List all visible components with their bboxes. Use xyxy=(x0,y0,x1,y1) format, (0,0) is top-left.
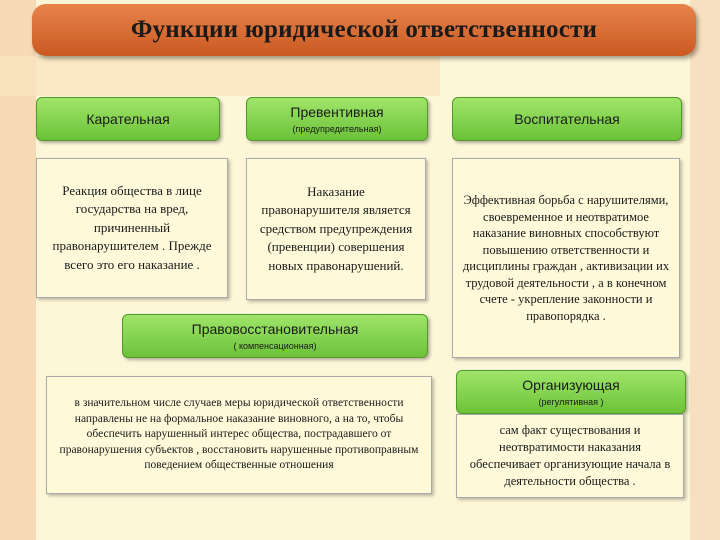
box-restorative-text: в значительном числе случаев меры юридической ответственности направлены не на формальное наказание виновного, а на то, чтобы обеспечить нарушенный интерес общества, пострадавшего от правонарушения субъектов , восстановить нарушенные противоправным поведением общественные отношения xyxy=(59,397,419,472)
box-restorative xyxy=(46,376,432,494)
title-banner xyxy=(32,4,696,56)
header-restorative xyxy=(122,314,428,358)
box-organizing xyxy=(456,414,684,498)
box-punitive-text: Реакция общества в лице государства на вред, причиненный правонарушителем . Прежде всего это его наказание . xyxy=(52,182,212,272)
header-organizing-sub: (регулятивная ) xyxy=(538,396,604,407)
header-preventive-label: Превентивная xyxy=(290,103,384,120)
header-preventive xyxy=(246,97,428,141)
box-educational-text: Эффективная борьба с нарушителями, своевременное и неотвратимое наказание виновных способствуют повышению ответственности и дисциплины граждан , активизации их трудовой деятельности , а в конечном счете - укрепление законности и правопорядка . xyxy=(462,193,670,323)
box-preventive xyxy=(246,158,426,300)
header-educational-label: Воспитательная xyxy=(514,110,620,127)
header-punitive xyxy=(36,97,220,141)
header-preventive-sub: (предупредительная) xyxy=(292,123,382,134)
header-punitive-label: Карательная xyxy=(86,110,170,127)
background-stripe-top xyxy=(0,56,440,96)
box-punitive xyxy=(36,158,228,298)
header-educational xyxy=(452,97,682,141)
header-organizing-label: Организующая xyxy=(522,376,620,393)
background-stripe-right xyxy=(690,0,720,540)
box-preventive-text: Наказание правонарушителя является средством предупреждения (превенции) совершения новых правонарушений. xyxy=(259,183,413,273)
box-organizing-text: сам факт существования и неотвратимости наказания обеспечивает организующие начала в деятельности общества . xyxy=(469,423,671,488)
header-restorative-sub: ( компенсационная) xyxy=(233,340,317,351)
header-restorative-label: Правовосстановительная xyxy=(191,320,359,337)
box-educational xyxy=(452,158,680,358)
header-organizing xyxy=(456,370,686,414)
page-title: Функции юридической ответственности xyxy=(130,16,598,43)
